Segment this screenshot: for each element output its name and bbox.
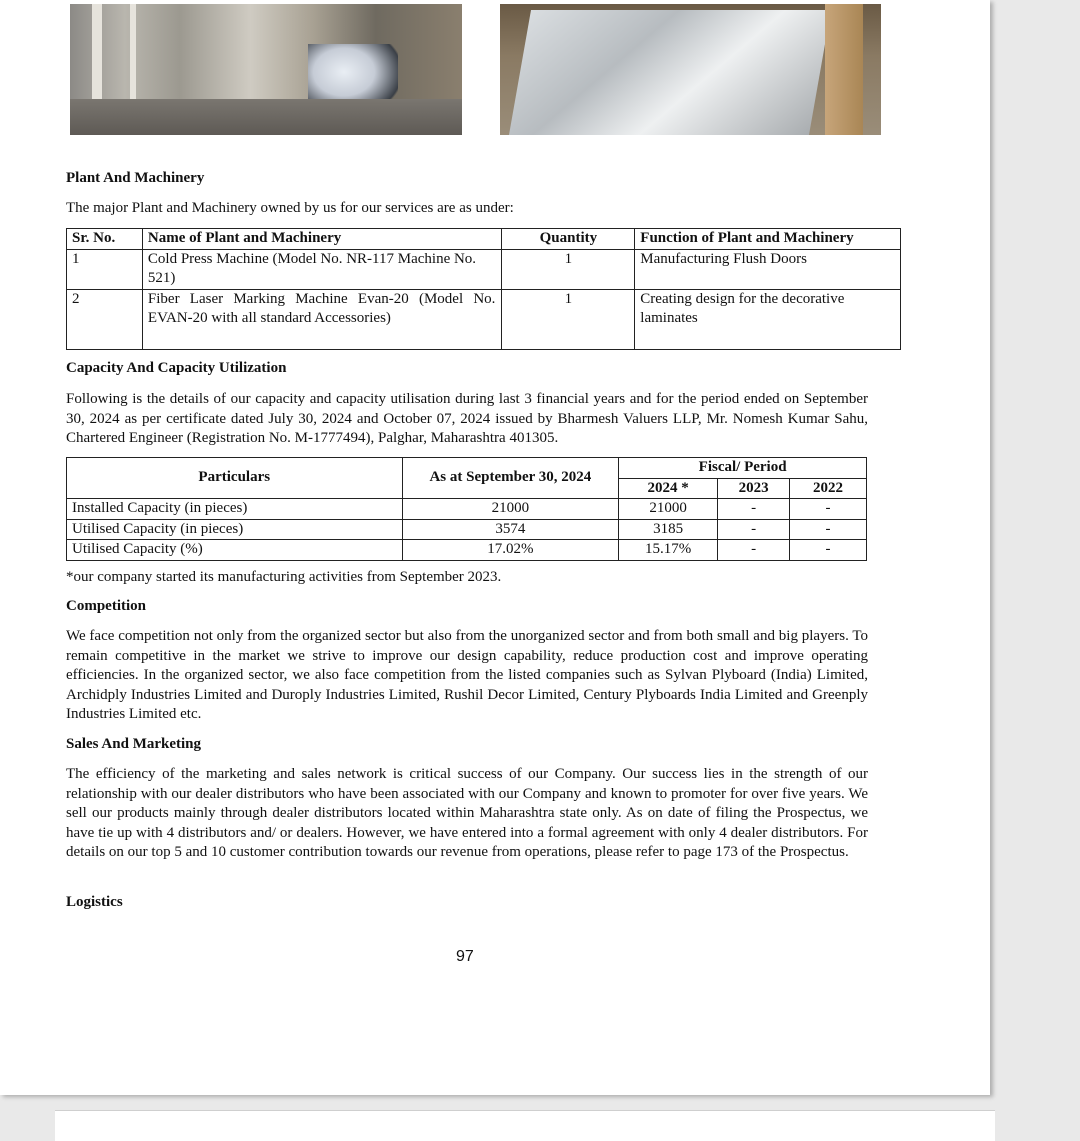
header-as-at-sep: As at September 30, 2024: [402, 458, 619, 499]
sales-heading: Sales And Marketing: [66, 736, 202, 752]
cell-2023: -: [718, 540, 790, 561]
sales-paragraph: The efficiency of the marketing and sales network is critical success of our Company. Our success lies in the strength of our relationship with our dealer distributors who have been associated with our Company and known to promoter for over five years. We sell our products mainly through dealer distributors located within Maharashtra state only. As on date of filing the Prospectus, we have tie up with 4 distributors and/ or dealers. However, we have entered into a formal agreement with only 4 dealer distributors. For details on our top 5 and 10 customer contribution towards our revenue from operations, please refer to page 173 of the Prospectus.: [66, 766, 868, 861]
cell-sep: 17.02%: [402, 540, 619, 561]
cell-2022: -: [790, 499, 867, 520]
cell-name: Cold Press Machine (Model No. NR-117 Machine No. 521): [142, 249, 502, 289]
photo-metal-sheet: [500, 4, 881, 135]
next-page-edge: [55, 1110, 995, 1141]
table-header-row: [67, 458, 867, 479]
cell-label: Utilised Capacity (%): [67, 540, 403, 561]
capacity-footnote: *our company started its manufacturing activities from September 2023.: [66, 569, 502, 585]
cell-function: Creating design for the decorative laminates: [635, 289, 901, 349]
table-row: [67, 499, 867, 520]
cell-qty: 1: [502, 289, 635, 349]
plant-heading: Plant And Machinery: [66, 170, 205, 186]
cell-sep: 3574: [402, 519, 619, 540]
capacity-table: [66, 457, 867, 561]
cell-2022: -: [790, 519, 867, 540]
header-function: Function of Plant and Machinery: [635, 229, 901, 250]
cell-sep: 21000: [402, 499, 619, 520]
header-particulars: Particulars: [67, 458, 403, 499]
plant-machinery-table: [66, 228, 901, 350]
header-year-2024: 2024 *: [619, 478, 718, 499]
header-quantity: Quantity: [502, 229, 635, 250]
table-row: [67, 249, 901, 289]
cell-2023: -: [718, 519, 790, 540]
plant-intro: The major Plant and Machinery owned by us for our services are as under:: [66, 200, 514, 216]
header-year-2022: 2022: [790, 478, 867, 499]
competition-paragraph: We face competition not only from the organized sector but also from the unorganized sector and from both small and big players. To remain competitive in the market we strive to improve our design capability, reduce production cost and improve operating efficiencies. In the organized sector, we also face competition from the listed companies such as Sylvan Plyboard (India) Limited, Archidply Industries Limited and Duroply Industries Limited, Rushil Decor Limited, Century Plyboards India Limited and Greenply Industries Limited etc.: [66, 628, 868, 723]
cell-2023: -: [718, 499, 790, 520]
header-fiscal-period: Fiscal/ Period: [619, 458, 867, 479]
page-number: 97: [456, 948, 474, 965]
cell-name: Fiber Laser Marking Machine Evan-20 (Model No. EVAN-20 with all standard Accessories): [142, 289, 502, 349]
cell-sr: 2: [67, 289, 143, 349]
table-header-row: [67, 229, 901, 250]
capacity-heading: Capacity And Capacity Utilization: [66, 360, 287, 376]
cell-label: Installed Capacity (in pieces): [67, 499, 403, 520]
header-sr-no: Sr. No.: [67, 229, 143, 250]
logistics-heading: Logistics: [66, 894, 123, 910]
header-year-2023: 2023: [718, 478, 790, 499]
cell-2024: 3185: [619, 519, 718, 540]
cell-2022: -: [790, 540, 867, 561]
cell-label: Utilised Capacity (in pieces): [67, 519, 403, 540]
cell-function: Manufacturing Flush Doors: [635, 249, 901, 289]
table-row: [67, 540, 867, 561]
header-name: Name of Plant and Machinery: [142, 229, 502, 250]
cell-qty: 1: [502, 249, 635, 289]
photo-cold-press-worker: [70, 4, 462, 135]
cell-2024: 21000: [619, 499, 718, 520]
table-row: [67, 519, 867, 540]
cell-2024: 15.17%: [619, 540, 718, 561]
capacity-paragraph: Following is the details of our capacity and capacity utilisation during last 3 financial years and for the period ended on September 30, 2024 as per certificate dated July 30, 2024 and October 07, 2024 issued by Bharmesh Valuers LLP, Mr. Nomesh Kumar Sahu, Chartered Engineer (Registration No. M-1777494), Palghar, Maharashtra 401305.: [66, 391, 868, 447]
table-row: [67, 289, 901, 349]
cell-sr: 1: [67, 249, 143, 289]
competition-heading: Competition: [66, 598, 146, 614]
